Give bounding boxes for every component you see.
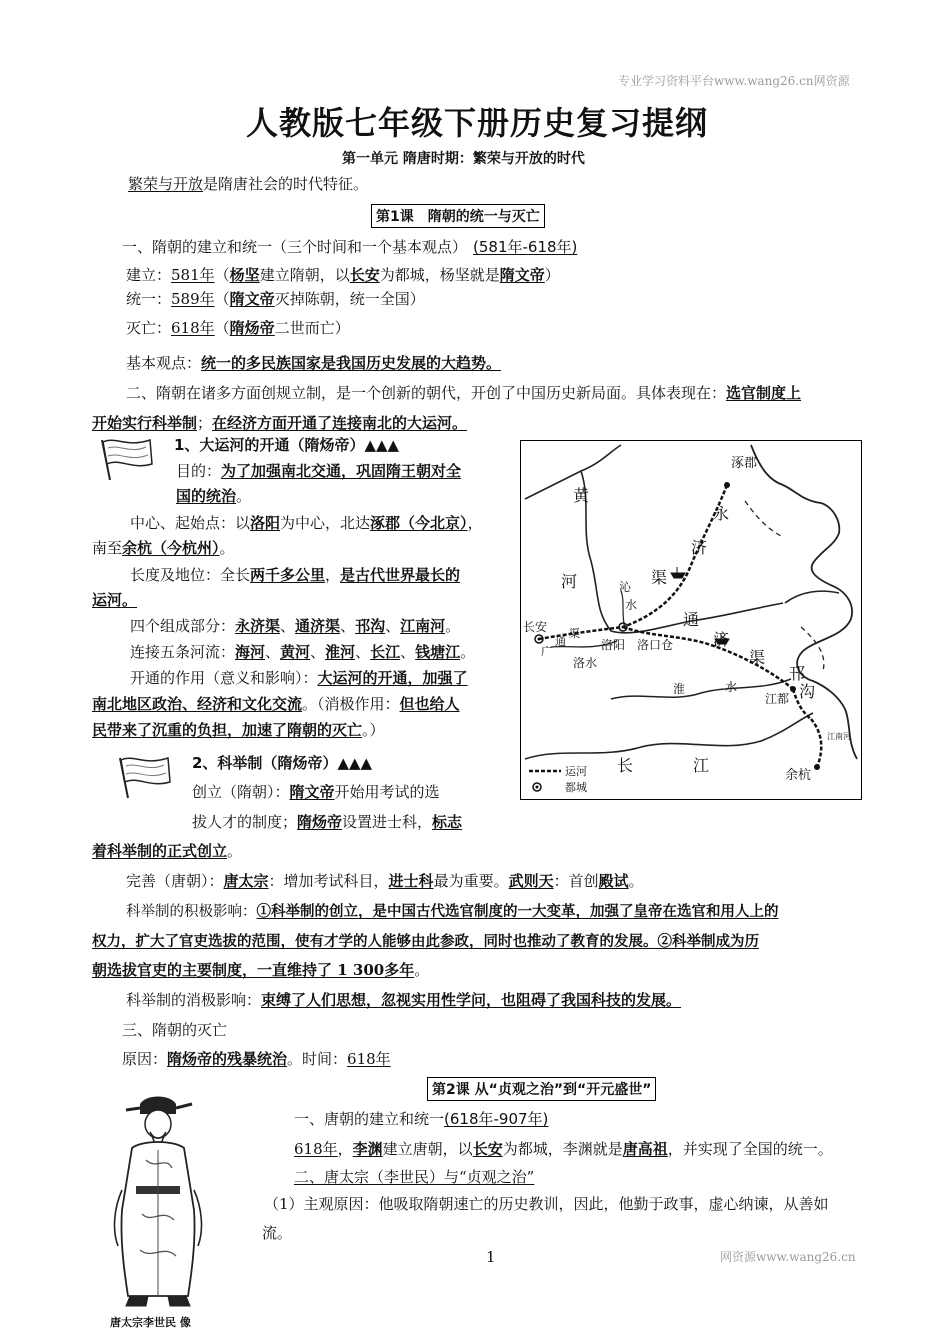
- sep: 、: [355, 643, 371, 661]
- s2-e: 在经济方面开通了连接南北的大运河。: [212, 414, 468, 432]
- canal-center-e: 。: [219, 539, 235, 557]
- s2-line1: [126, 382, 801, 403]
- keju-c7: 标志: [432, 813, 463, 831]
- legend-canal-label: 运河: [565, 765, 587, 778]
- grand-canal-map: [520, 440, 862, 800]
- keju-pos-1: [126, 900, 779, 921]
- lesson2-s1: [294, 1108, 548, 1129]
- watermark-bottom: 网资源www.wang26.cn: [720, 1250, 856, 1264]
- miewang-emp: 隋炀帝: [229, 319, 275, 337]
- lesson2-p1: [294, 1138, 833, 1159]
- intro-line: [128, 173, 368, 194]
- map-label-huai: 淮: [673, 682, 686, 696]
- lesson2-who: 李渊: [352, 1140, 383, 1158]
- keju-create-3: [92, 840, 242, 861]
- map-label-jiang: 江: [693, 756, 710, 775]
- map-label-huang: 黄: [573, 486, 590, 505]
- canal-center-b: 为中心，北达: [280, 514, 371, 532]
- line-view: [126, 352, 501, 373]
- lesson1-s1-title: 一、隋朝的建立和统一（三个时间和一个基本观点）: [122, 238, 468, 256]
- portrait-face: [145, 1110, 171, 1138]
- huai-river: [611, 679, 791, 699]
- map-label-shui: 水: [625, 598, 638, 612]
- keju-w1: 完善（唐朝）：: [126, 872, 224, 890]
- sep: 、: [400, 643, 416, 661]
- canal-aim-end: 。: [236, 487, 252, 505]
- intro-rest: 是隋唐社会的时代特征。: [203, 175, 369, 193]
- sep: 、: [280, 617, 296, 635]
- keju-w3: ：增加考试科目，: [268, 872, 389, 890]
- portrait-caption: 唐太宗李世民 像: [110, 1316, 191, 1329]
- keju-create-1: [192, 781, 440, 802]
- keju-w9: 。: [628, 872, 644, 890]
- lesson2-year: 618年: [294, 1140, 338, 1158]
- city-luoyang-marker: [622, 626, 625, 629]
- canal-aim-1: [176, 460, 461, 481]
- keju-w2: 唐太宗: [223, 872, 269, 890]
- s2-b: 选官制度上: [726, 384, 802, 402]
- map-label-luoshui: 洛水: [573, 656, 598, 670]
- watermark-top: 专业学习资料平台www.wang26.cn网资源: [618, 74, 850, 88]
- canal-effect-2: [92, 693, 460, 714]
- yongji-canal: [623, 485, 730, 627]
- sep: 、: [310, 643, 326, 661]
- map-label-yuhang: 余杭: [785, 768, 812, 783]
- tongyi-emp: 隋文帝: [229, 290, 275, 308]
- canal-aim-2: [176, 485, 251, 506]
- map-label-qin: 沁: [619, 580, 632, 594]
- canal-river-4: 长江: [370, 643, 401, 661]
- canal-river-1: 海河: [235, 643, 266, 661]
- canal-heading: 1、大运河的开通（隋炀帝）▲▲▲: [174, 436, 400, 454]
- canal-river-2: 黄河: [280, 643, 311, 661]
- canal-rivers-label: 连接五条河流：: [130, 643, 236, 661]
- keju-create-2: [192, 811, 462, 832]
- canal-part-4: 江南河: [400, 617, 446, 635]
- jianli-year: 581年: [171, 266, 215, 284]
- canal-effect-1: [130, 667, 468, 688]
- keju-c5: 隋炀帝: [297, 813, 343, 831]
- jiangnan-canal: [811, 719, 821, 767]
- canal-eff-c: 南北地区政治、经济和文化交流: [92, 695, 303, 713]
- canal-river-3: 淮河: [325, 643, 356, 661]
- end: 。: [445, 617, 461, 635]
- map-boundary: [745, 501, 783, 537]
- canal-aim-text1: 为了加强南北交通，巩固隋王朝对全: [221, 462, 462, 480]
- keju-pos-2: [92, 930, 759, 951]
- keju-w7: ：首创: [553, 872, 599, 890]
- view-label: 基本观点：: [126, 354, 202, 372]
- s3-reason: [122, 1048, 391, 1069]
- city-jiangdu-marker: [790, 686, 796, 692]
- city-zhuojun-marker: [724, 482, 730, 488]
- keju-neg: [126, 989, 681, 1010]
- keju-pos-label: 科举制的积极影响：: [126, 904, 257, 920]
- map-label-zhuojun: 涿郡: [731, 456, 758, 471]
- canal-part-2: 通济渠: [295, 617, 341, 635]
- canal-rivers: [130, 641, 475, 662]
- canal-center-a: 中心、起始点：以: [130, 514, 251, 532]
- line-miewang: [126, 317, 350, 338]
- portrait-shoes: [126, 1296, 190, 1306]
- canal-eff-a: 开通的作用（意义和影响）：: [130, 669, 318, 687]
- canal-center-2: [92, 537, 235, 558]
- miewang-label: 灭亡：: [126, 319, 172, 337]
- jianli-label: 建立：: [126, 266, 172, 284]
- canal-parts: [130, 615, 460, 636]
- map-label-jiangdu: 江都: [765, 692, 790, 706]
- keju-pos-text2: 权力，扩大了官吏选拔的范围，使有才学的人能够由此参政，同时也推动了教育的发展。②科举制成为历: [92, 933, 759, 950]
- legend-capital-swatch: [536, 786, 539, 789]
- canal-center-city: 洛阳: [250, 514, 281, 532]
- keju-w8: 殿试: [598, 872, 629, 890]
- lesson1-s1: [122, 236, 577, 257]
- yellow-river: [525, 445, 783, 633]
- map-label-han: 邗: [789, 664, 806, 683]
- lesson2-s2-title: 二、唐太宗（李世民）与“贞观之治”: [294, 1168, 535, 1186]
- miewang-p1: （: [214, 319, 230, 337]
- canal-eff-f: 民带来了沉重的负担，加速了隋朝的灭亡: [92, 721, 363, 739]
- canal-len-d: 是古代世界最长的: [340, 566, 461, 584]
- map-label-ji2: 济: [713, 630, 730, 649]
- keju-w6: 武则天: [508, 872, 554, 890]
- canal-len-a: 长度及地位：全长: [130, 566, 251, 584]
- canal-length-1: [130, 564, 460, 585]
- s3-r-label: 原因：: [122, 1050, 168, 1068]
- s2-c: 开始实行科举制: [92, 414, 198, 432]
- lesson2-s1-title: 一、唐朝的建立和统一: [294, 1110, 445, 1128]
- flag-icon: [112, 752, 174, 800]
- canal-center-north: 涿郡（今北京）: [370, 514, 468, 532]
- s3-reason-text: 隋炀帝的残暴统治: [167, 1050, 288, 1068]
- keju-c2: 隋文帝: [289, 783, 335, 801]
- jianli-city: 长安: [349, 266, 380, 284]
- map-label-jiangnanhe: 江南河: [827, 732, 851, 741]
- canal-center-south: 余杭（今杭州）: [122, 539, 220, 557]
- miewang-p2: 二世而亡）: [274, 319, 350, 337]
- canal-river-5: 钱塘江: [415, 643, 461, 661]
- tongyi-label: 统一：: [126, 290, 172, 308]
- map-label-qu-small: 渠: [569, 627, 580, 640]
- lesson2-city: 长安: [472, 1140, 503, 1158]
- s2-d: ；: [197, 414, 213, 432]
- canal-length-2: [92, 589, 137, 610]
- keju-c1: 创立（隋朝）：: [192, 783, 290, 801]
- sep: 、: [265, 643, 281, 661]
- jianli-p3: 为都城，杨坚就是: [379, 266, 500, 284]
- lesson2-s1-range: (618年-907年): [444, 1110, 549, 1128]
- keju-pos-text1: ①科举制的创立，是中国古代选官制度的一大变革，加强了皇帝在选官和用人上的: [256, 903, 779, 920]
- jianli-p4: ）: [544, 266, 560, 284]
- keju-heading: 2、科举制（隋炀帝）▲▲▲: [192, 754, 373, 772]
- line-jianli: [126, 264, 560, 285]
- s3-t-label: 。时间：: [287, 1050, 348, 1068]
- canal-center-1: [130, 512, 483, 533]
- canal-part-3: 邗沟: [355, 617, 386, 635]
- lesson2-heading: 第2课 从“贞观之治”到“开元盛世”: [427, 1077, 656, 1101]
- s3-title: 三、隋朝的灭亡: [122, 1021, 228, 1039]
- map-label-tong: 通: [683, 610, 700, 629]
- s2-a: 二、隋朝在诸多方面创规立制，是一个创新的朝代，开创了中国历史新局面。具体表现在：: [126, 384, 727, 402]
- lesson2-c1: ，: [337, 1140, 353, 1158]
- tongyi-year: 589年: [171, 290, 215, 308]
- map-label-ji: 济: [691, 538, 708, 557]
- jianli-who: 杨坚: [229, 266, 260, 284]
- keju-pos-3: [92, 959, 429, 980]
- lesson2-emp: 唐高祖: [622, 1140, 668, 1158]
- map-label-luokoucang: 洛口仓: [637, 638, 674, 652]
- canal-eff-e: 但也给人: [399, 695, 460, 713]
- coastline: [785, 591, 839, 603]
- map-label-he: 河: [561, 572, 578, 591]
- map-label-tong-small: 通: [555, 635, 566, 648]
- lesson2-p2-line1: （1）主观原因：他吸取隋朝速亡的历史教训，因此，他勤于政事，虚心纳谏，从善如: [264, 1195, 829, 1213]
- tongji-canal: [623, 627, 793, 689]
- keju-c6: 设置进士科，: [342, 813, 433, 831]
- keju-neg-label: 科举制的消极影响：: [126, 991, 262, 1009]
- canal-eff-b: 大运河的开通，加强了: [317, 669, 468, 687]
- unit-title: 第一单元 隋唐时期：繁荣与开放的时代: [342, 151, 585, 167]
- tongyi-p2: 灭掉陈朝，统一全国）: [274, 290, 425, 308]
- flag-icon: [94, 434, 156, 482]
- map-label-qu: 渠: [651, 568, 668, 587]
- legend-capital-label: 都城: [565, 781, 587, 794]
- tongyi-p1: （: [214, 290, 230, 308]
- view-text: 统一的多民族国家是我国历史发展的大趋势。: [201, 354, 502, 372]
- canal-center-d: 南至: [92, 539, 123, 557]
- map-label-luoyang: 洛阳: [601, 638, 626, 652]
- map-label-shui2: 水: [725, 680, 738, 694]
- canal-len-b: 两千多公里: [250, 566, 326, 584]
- canal-aim-label: 目的：: [176, 462, 222, 480]
- intro-term: 繁荣与开放: [128, 175, 204, 193]
- map-label-qu2: 渠: [749, 648, 766, 667]
- keju-pos-end: 。: [414, 961, 430, 979]
- map-label-changan: 长安: [523, 620, 548, 634]
- canal-eff-g: 。）: [362, 721, 385, 739]
- keju-improve: [126, 870, 644, 891]
- page-number: 1: [486, 1248, 496, 1266]
- yangtze-river: [525, 713, 813, 759]
- canal-len-e: 运河。: [92, 591, 138, 609]
- page-title: 人教版七年级下册历史复习提纲: [246, 104, 709, 142]
- map-label-chang: 长: [617, 756, 634, 775]
- canal-eff-d: 。（消极作用：: [302, 695, 400, 713]
- city-yuhang-marker: [814, 764, 820, 770]
- canal-part-1: 永济渠: [235, 617, 281, 635]
- keju-c8: 着科举制的正式创立: [92, 842, 228, 860]
- s3-time: 618年: [347, 1050, 391, 1068]
- map-label-guang: 广: [541, 645, 552, 658]
- keju-c9: 。: [227, 842, 243, 860]
- canal-parts-label: 四个组成部分：: [130, 617, 236, 635]
- s2-line2: [92, 412, 467, 433]
- keju-w4: 进士科: [388, 872, 434, 890]
- end: 。: [460, 643, 476, 661]
- lesson2-c4: ，并实现了全国的统一。: [667, 1140, 833, 1158]
- canal-effect-3: [92, 719, 385, 740]
- keju-w5: 最为重要。: [433, 872, 509, 890]
- sep: 、: [385, 617, 401, 635]
- tang-taizong-portrait: [96, 1090, 220, 1312]
- lesson1-heading: 第1课 隋朝的统一与灭亡: [371, 204, 545, 228]
- keju-neg-text: 束缚了人们思想，忽视实用性学问，也阻碍了我国科技的发展。: [261, 991, 682, 1009]
- keju-pos-text3: 朝选拔官吏的主要制度，一直维持了 1 300多年: [92, 961, 415, 979]
- keju-c3: 开始用考试的选: [334, 783, 440, 801]
- boat-icon: [671, 567, 685, 578]
- jianli-p2: 建立隋朝，以: [259, 266, 350, 284]
- canal-len-c: ，: [325, 566, 341, 584]
- map-label-gou: 沟: [799, 682, 816, 701]
- lesson2-p2-line2: 流。: [262, 1224, 293, 1242]
- canal-center-c: ，: [467, 514, 483, 532]
- jianli-p1: （: [214, 266, 230, 284]
- city-changan-marker: [538, 638, 541, 641]
- lesson2-s2: [294, 1166, 534, 1187]
- lesson1-s1-range: (581年-618年): [473, 238, 578, 256]
- lesson2-c2: 建立唐朝，以: [382, 1140, 473, 1158]
- keju-c4: 拔人才的制度；: [192, 813, 298, 831]
- jianli-emp: 隋文帝: [499, 266, 545, 284]
- miewang-year: 618年: [171, 319, 215, 337]
- sep: 、: [340, 617, 356, 635]
- map-svg: [521, 441, 861, 799]
- canal-aim-text2: 国的统治: [176, 487, 237, 505]
- line-tongyi: [126, 288, 425, 309]
- lesson2-c3: 为都城，李渊就是: [502, 1140, 623, 1158]
- map-label-yong: 永: [713, 504, 730, 523]
